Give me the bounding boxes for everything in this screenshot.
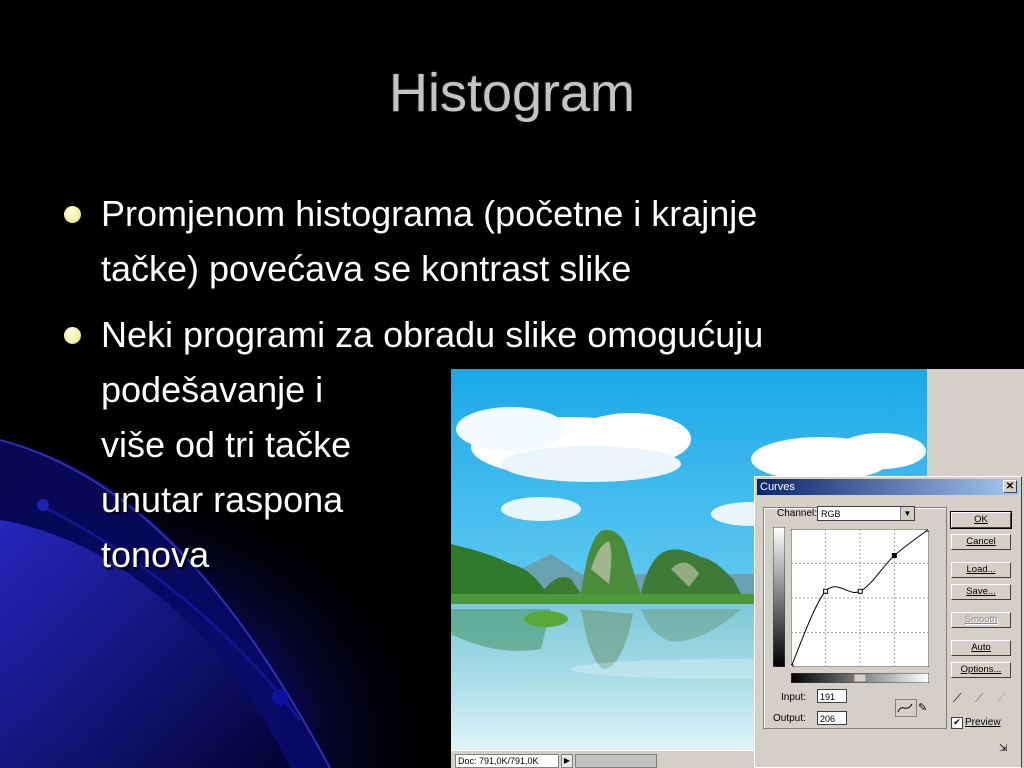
channel-label: Channel: xyxy=(777,508,818,519)
bullet-2-line-4: unutar raspona xyxy=(101,479,344,520)
channel-value: RGB xyxy=(821,509,841,519)
horizontal-scrollbar[interactable] xyxy=(575,754,657,768)
bullet-2-line-5: tonova xyxy=(101,534,210,575)
black-eyedropper-icon[interactable]: ⟋ xyxy=(953,691,962,705)
smooth-button[interactable]: Smooth xyxy=(951,612,1011,628)
cancel-button[interactable]: Cancel xyxy=(951,534,1011,550)
pencil-icon[interactable]: ✎ xyxy=(918,702,928,714)
output-label: Output: xyxy=(773,713,806,724)
curve-point[interactable] xyxy=(858,589,862,593)
bullet-2-line-1: Neki programi za obradu slike omogućuju xyxy=(101,314,764,355)
dialog-title: Curves xyxy=(760,481,795,493)
bullet-2-line-3: više od tri tačke xyxy=(101,424,352,465)
curve-tool-icon xyxy=(896,700,916,716)
input-field[interactable]: 191 xyxy=(817,689,847,703)
chevron-down-icon[interactable]: ▼ xyxy=(900,507,914,520)
bullet-icon xyxy=(64,206,81,223)
output-field[interactable]: 206 xyxy=(817,711,847,725)
ok-button[interactable]: OK xyxy=(951,512,1011,528)
curve-point[interactable] xyxy=(791,665,793,667)
curves-dialog xyxy=(754,476,1022,768)
bullet-icon xyxy=(64,327,81,344)
slide-title: Histogram xyxy=(388,63,636,123)
white-eyedropper-icon[interactable]: ⟋ xyxy=(997,691,1006,705)
input-gradient-bar xyxy=(791,673,929,683)
dialog-titlebar[interactable] xyxy=(757,479,1019,495)
input-label: Input: xyxy=(781,692,807,703)
preview-label: Preview xyxy=(965,717,1001,728)
curve-point[interactable] xyxy=(892,554,896,558)
output-gradient-bar xyxy=(773,527,785,667)
bullet-2-line-2: podešavanje i xyxy=(101,369,324,410)
bullet-1-line-2: tačke) povećava se kontrast slike xyxy=(101,248,632,289)
curve-point[interactable] xyxy=(824,589,828,593)
bullet-1-line-1: Promjenom histograma (početne i krajnje xyxy=(101,193,758,234)
load-button[interactable]: Load... xyxy=(951,562,1011,578)
auto-button[interactable]: Auto xyxy=(951,640,1011,656)
doc-size-readout: Doc: 791,0K/791,0K xyxy=(455,754,559,768)
options-button[interactable]: Options... xyxy=(951,662,1011,678)
status-menu-arrow[interactable]: ▶ xyxy=(561,754,573,768)
curve-point[interactable] xyxy=(927,529,929,531)
save-button[interactable]: Save... xyxy=(951,584,1011,600)
expand-icon[interactable]: ⇲ xyxy=(999,743,1008,754)
curve-tool-button[interactable] xyxy=(895,699,917,717)
preview-checkbox[interactable]: ✔ xyxy=(951,717,963,729)
curve-graph[interactable] xyxy=(791,529,929,667)
close-button[interactable]: ✕ xyxy=(1003,480,1017,493)
gray-eyedropper-icon[interactable]: ⟋ xyxy=(975,691,984,705)
channel-select[interactable] xyxy=(817,506,915,521)
